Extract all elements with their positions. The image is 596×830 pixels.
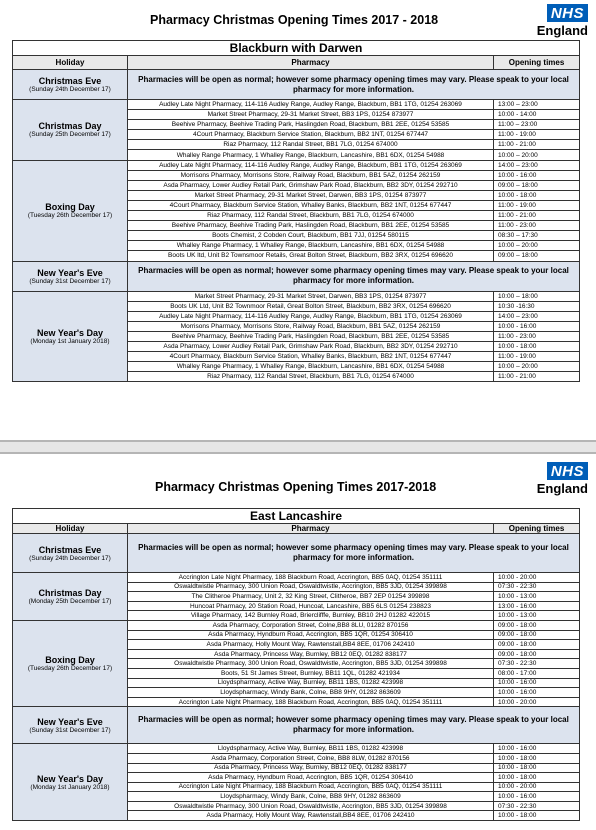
holiday-date: (Sunday 25th December 17) — [29, 131, 111, 139]
pharmacy-name: Market Street Pharmacy, 29-31 Market Street, Darwen, BB3 1PS, 01254 873977 — [128, 291, 494, 301]
pharmacy-name: Boots UK ltd, Unit B2 Townsmoor Retails, Great Bolton Street, Blackburn, BB2 3RX, 01254 696620 — [128, 251, 494, 261]
page-separator — [0, 440, 596, 454]
opening-time: 11:00 - 19:00 — [494, 200, 580, 210]
holiday-name: Boxing Day — [45, 202, 95, 213]
nhs-england-logo — [537, 4, 588, 38]
pharmacy-name: Asda Pharmacy, Princess Way, Burnley, BB12 0EQ, 01282 838177 — [128, 763, 494, 773]
pharmacy-row — [13, 291, 580, 301]
holiday-date: (Monday 25th December 17) — [28, 597, 112, 605]
holiday-cell — [13, 291, 128, 382]
opening-time: 11:00 – 23:00 — [494, 120, 580, 130]
holiday-cell — [13, 70, 128, 100]
pharmacy-name: Whalley Range Pharmacy, 1 Whalley Range, Blackburn, Lancashire, BB1 6DX, 01254 54988 — [128, 150, 494, 160]
holiday-cell — [13, 261, 128, 291]
opening-time: 11:00 - 21:00 — [494, 372, 580, 382]
pharmacy-name: Asda Pharmacy, Hyndburn Road, Accrington, BB5 1QR, 01254 306410 — [128, 773, 494, 783]
header-opening-times: Opening times — [494, 56, 580, 70]
pharmacy-name: The Clitheroe Pharmacy, Unit 2, 32 King Street, Clitheroe, BB7 2EP 01254 399898 — [128, 592, 494, 602]
opening-time: 10:00 - 20:00 — [494, 573, 580, 583]
opening-time: 08:30 – 17:30 — [494, 231, 580, 241]
pharmacy-name: Lloydspharmacy, Active Way, Burnley, BB11 1BS, 01282 423998 — [128, 678, 494, 688]
opening-time: 13:00 - 16:00 — [494, 601, 580, 611]
page-title: Pharmacy Christmas Opening Times 2017 - 2018 — [150, 13, 439, 27]
pharmacy-name: Boots Chemist, 2 Cobden Court, Blackburn, BB1 7JJ, 01254 580115 — [128, 231, 494, 241]
area-row — [13, 509, 580, 524]
header-pharmacy: Pharmacy — [128, 56, 494, 70]
pharmacy-name: Accrington Late Night Pharmacy, 188 Blackburn Road, Accrington, BB5 0AQ, 01254 351111 — [128, 573, 494, 583]
holiday-name: Christmas Day — [38, 121, 102, 132]
opening-time: 11:00 - 23:00 — [494, 221, 580, 231]
pharmacy-name: Beehive Pharmacy, Beehive Trading Park, Haslingden Road, Blackburn, BB1 2EE, 01254 53585 — [128, 221, 494, 231]
pharmacy-row — [13, 573, 580, 583]
pharmacy-name: Beehive Pharmacy, Beehive Trading Park, Haslingden Road, Blackburn, BB1 2EE, 01254 53585 — [128, 331, 494, 341]
opening-times-table — [12, 508, 580, 821]
holiday-row — [13, 707, 580, 744]
holiday-name: New Year's Eve — [37, 716, 103, 727]
pharmacy-name: Riaz Pharmacy, 112 Randal Street, BB1 7LG, 01254 674000 — [128, 140, 494, 150]
header-opening-times: Opening times — [494, 524, 580, 534]
holiday-row — [13, 534, 580, 573]
opening-time: 10:00 - 16:00 — [494, 678, 580, 688]
opening-time: 10:00 – 20:00 — [494, 362, 580, 372]
opening-time: 10:00 - 14:00 — [494, 110, 580, 120]
page-title: Pharmacy Christmas Opening Times 2017-2018 — [155, 480, 437, 494]
opening-time: 07:30 - 22:30 — [494, 801, 580, 811]
nhs-logo-mark: NHS — [547, 4, 588, 22]
pharmacy-name: Beehive Pharmacy, Beehive Trading Park, Haslingden Road, Blackburn, BB1 2EE, 01254 53585 — [128, 120, 494, 130]
header-pharmacy: Pharmacy — [128, 524, 494, 534]
area-title: East Lancashire — [13, 509, 580, 524]
opening-time: 10:00 - 20:00 — [494, 782, 580, 792]
opening-time: 10:00 - 18:00 — [494, 811, 580, 821]
opening-time: 14:00 – 23:00 — [494, 160, 580, 170]
pharmacy-name: 4Court Pharmacy, Blackburn Service Station, Whalley Banks, Blackburn, BB2 1NT, 01254 677447 — [128, 200, 494, 210]
opening-time: 11:00 - 23:00 — [494, 331, 580, 341]
pharmacy-name: Lloydspharmacy, Active Way, Burnley, BB11 1BS, 01282 423998 — [128, 744, 494, 754]
holiday-name: New Year's Eve — [37, 267, 103, 278]
pharmacy-name: Asda Pharmacy, Lower Audley Retail Park, Grimshaw Park Road, Blackburn, BB2 3DY, 01254 292710 — [128, 341, 494, 351]
holiday-name: Boxing Day — [45, 655, 95, 666]
holiday-cell — [13, 620, 128, 706]
pharmacy-name: 4Court Pharmacy, Blackburn Service Station, Whalley Banks, Blackburn, BB2 1NT, 01254 677447 — [128, 352, 494, 362]
holiday-date: (Sunday 24th December 17) — [29, 86, 111, 93]
opening-time: 10:00 - 18:00 — [494, 773, 580, 783]
pharmacy-name: Accrington Late Night Pharmacy, 188 Blackburn Road, Accrington, BB5 0AQ, 01254 351111 — [128, 782, 494, 792]
pharmacy-name: Market Street Pharmacy, 29-31 Market Street, BB3 1PS, 01254 873977 — [128, 110, 494, 120]
holiday-cell — [13, 573, 128, 621]
pharmacy-row — [13, 100, 580, 110]
opening-time: 10:00 - 16:00 — [494, 792, 580, 802]
pharmacy-name: Village Pharmacy, 142 Burnley Road, Brierclifffe, Burnley, BB10 2HJ 01282 422015 — [128, 611, 494, 621]
pharmacy-row — [13, 744, 580, 754]
holiday-date: (Sunday 31st December 17) — [29, 726, 111, 734]
holiday-cell — [13, 100, 128, 161]
pharmacy-name: Boots, 51 St James Street, Burnley, BB11 1QL, 01282 421934 — [128, 668, 494, 678]
opening-times-table — [12, 40, 580, 382]
pharmacy-row — [13, 620, 580, 630]
pharmacy-name: Asda Pharmacy, Hyndburn Road, Accrington, BB5 1QR, 01254 306410 — [128, 630, 494, 640]
opening-time: 07:30 - 22:30 — [494, 582, 580, 592]
opening-time: 13:00 – 23:00 — [494, 100, 580, 110]
opening-time: 10:00 - 13:00 — [494, 592, 580, 602]
opening-time: 10:00 - 16:00 — [494, 170, 580, 180]
pharmacy-name: 4Court Pharmacy, Blackburn Service Station, Blackburn, BB2 1NT, 01254 677447 — [128, 130, 494, 140]
holiday-message: Pharmacies will be open as normal; however some pharmacy opening times may vary. Please speak to your local pharmacy for more information. — [128, 707, 580, 744]
holiday-name: Christmas Eve — [38, 544, 102, 555]
opening-time: 14:00 – 23:00 — [494, 311, 580, 321]
pharmacy-row — [13, 160, 580, 170]
pharmacy-name: Morrisons Pharmacy, Morrisons Store, Railway Road, Blackburn, BB1 5AZ, 01254 262159 — [128, 321, 494, 331]
pharmacy-name: Riaz Pharmacy, 112 Randal Street, Blackburn, BB1 7LG, 01254 674000 — [128, 372, 494, 382]
opening-time: 09:00 - 18:00 — [494, 620, 580, 630]
pharmacy-name: Morrisons Pharmacy, Morrisons Store, Railway Road, Blackburn, BB1 5AZ, 01254 262159 — [128, 170, 494, 180]
pharmacy-name: Audley Late Night Pharmacy, 114-116 Audley Range, Audley Range, Blackburn, BB1 1TG, 01254 263069 — [128, 160, 494, 170]
holiday-date: (Monday 1st January 2018) — [30, 783, 110, 791]
pharmacy-name: Oswaldtwistle Pharmacy, 300 Union Road, Oswaldtwistle, Accrington, BB5 3JD, 01254 399898 — [128, 582, 494, 592]
opening-time: 10:00 - 18:00 — [494, 753, 580, 763]
opening-time: 10:00 - 16:00 — [494, 744, 580, 754]
opening-time: 11:00 - 21:00 — [494, 140, 580, 150]
opening-time: 10:00 - 13:00 — [494, 611, 580, 621]
pharmacy-name: Lloydspharmacy, Windy Bank, Colne, BB8 9HY, 01282 863609 — [128, 688, 494, 698]
opening-time: 10:00 – 18:00 — [494, 291, 580, 301]
pharmacy-name: Accrington Late Night Pharmacy, 188 Blackburn Road, Accrington, BB5 0AQ, 01254 351111 — [128, 697, 494, 707]
header-holiday: Holiday — [13, 56, 128, 70]
holiday-cell — [13, 534, 128, 573]
pharmacy-name: Oswaldtwistle Pharmacy, 300 Union Road, Oswaldtwistle, Accrington, BB5 3JD, 01254 399898 — [128, 659, 494, 669]
opening-time: 08:00 - 17:00 — [494, 668, 580, 678]
holiday-cell — [13, 744, 128, 821]
opening-time: 10:00 - 16:00 — [494, 688, 580, 698]
holiday-name: Christmas Day — [38, 587, 102, 598]
opening-time: 10:00 - 16:00 — [494, 321, 580, 331]
area-title: Blackburn with Darwen — [13, 41, 580, 56]
opening-time: 09:00 – 18:00 — [494, 180, 580, 190]
pharmacy-name: Asda Pharmacy, Corporation Street, Colne, BB8 8LW, 01282 870156 — [128, 753, 494, 763]
opening-time: 09:00 - 18:00 — [494, 630, 580, 640]
opening-time: 09:00 - 18:00 — [494, 649, 580, 659]
pharmacy-name: Lloydspharmacy, Windy Bank, Colne, BB8 9HY, 01282 863609 — [128, 792, 494, 802]
opening-time: 10:30 -16:30 — [494, 301, 580, 311]
pharmacy-name: Market Street Pharmacy, 29-31 Market Street, Darwen, BB3 1PS, 01254 873977 — [128, 190, 494, 200]
holiday-cell — [13, 707, 128, 744]
nhs-logo-england: England — [536, 23, 588, 38]
opening-time: 10:00 - 18:00 — [494, 763, 580, 773]
pharmacy-name: Oswaldtwistle Pharmacy, 300 Union Road, Oswaldtwistle, Accrington, BB5 3JD, 01254 399898 — [128, 801, 494, 811]
opening-time: 11:00 - 19:00 — [494, 352, 580, 362]
opening-time: 07:30 - 22:30 — [494, 659, 580, 669]
header-row — [13, 524, 580, 534]
pharmacy-name: Asda Pharmacy, Holly Mount Way, Rawtenstall,BB4 8EE, 01706 242410 — [128, 640, 494, 650]
opening-time: 10:00 – 20:00 — [494, 150, 580, 160]
header-holiday: Holiday — [13, 524, 128, 534]
pharmacy-name: Whalley Range Pharmacy, 1 Whalley Range, Blackburn, Lancashire, BB1 6DX, 01254 54988 — [128, 362, 494, 372]
nhs-logo-england: England — [536, 481, 588, 496]
pharmacy-name: Asda Pharmacy, Lower Audley Retail Park, Grimshaw Park Road, Blackburn, BB2 3DY, 01254 292710 — [128, 180, 494, 190]
pharmacy-name: Boots UK Ltd, Unit B2 Townmoor Retail, Great Bolton Street, Blackburn, BB2 3RX, 01254 696620 — [128, 301, 494, 311]
holiday-name: Christmas Eve — [38, 76, 102, 86]
pharmacy-name: Asda Pharmacy, Holly Mount Way, Rawtenstall,BB4 8EE, 01706 242410 — [128, 811, 494, 821]
opening-time: 11:00 - 21:00 — [494, 211, 580, 221]
page-east-lancashire — [0, 454, 596, 830]
holiday-date: (Sunday 31st December 17) — [29, 277, 111, 285]
pharmacy-name: Asda Pharmacy, Princess Way, Burnley, BB12 0EQ, 01282 838177 — [128, 649, 494, 659]
pharmacy-name: Asda Pharmacy, Corporation Street, Colne,BB8 8LU, 01282 870156 — [128, 620, 494, 630]
holiday-name: New Year's Day — [36, 773, 104, 784]
holiday-date: (Monday 1st January 2018) — [30, 337, 110, 345]
holiday-message: Pharmacies will be open as normal; however some pharmacy opening times may vary. Please speak to your local pharmacy for more information. — [128, 534, 580, 573]
pharmacy-name: Riaz Pharmacy, 112 Randal Street, Blackburn, BB1 7LG, 01254 674000 — [128, 211, 494, 221]
pharmacy-name: Audley Late Night Pharmacy, 114-116 Audley Range, Audley Range, Blackburn, BB1 1TG, 01254 263069 — [128, 100, 494, 110]
holiday-name: New Year's Day — [36, 327, 104, 338]
area-row — [13, 41, 580, 56]
opening-time: 10:00 - 20:00 — [494, 697, 580, 707]
opening-time: 10:00 – 20:00 — [494, 241, 580, 251]
header-row — [13, 56, 580, 70]
holiday-date: (Tuesday 26th December 17) — [27, 665, 113, 673]
opening-time: 09:00 - 18:00 — [494, 640, 580, 650]
holiday-date: (Tuesday 26th December 17) — [27, 212, 113, 220]
pharmacy-name: Audley Late Night Pharmacy, 114-116 Audley Range, Audley Range, Blackburn, BB1 1TG, 01254 263069 — [128, 311, 494, 321]
nhs-logo-mark: NHS — [547, 462, 588, 480]
holiday-message: Pharmacies will be open as normal; however some pharmacy opening times may vary. Please speak to your local pharmacy for more information. — [128, 70, 580, 100]
holiday-cell — [13, 160, 128, 261]
opening-time: 10:00 - 18:00 — [494, 341, 580, 351]
opening-time: 09:00 – 18:00 — [494, 251, 580, 261]
pharmacy-name: Huncoat Pharmacy, 20 Station Road, Huncoat, Lancashire, BB5 6LS 01254 238823 — [128, 601, 494, 611]
holiday-row — [13, 261, 580, 291]
holiday-row — [13, 70, 580, 100]
pharmacy-name: Whalley Range Pharmacy, 1 Whalley Range, Blackburn, Lancashire, BB1 6DX, 01254 54988 — [128, 241, 494, 251]
opening-time: 10:00 - 18:00 — [494, 190, 580, 200]
holiday-date: (Sunday 24th December 17) — [29, 554, 111, 562]
nhs-england-logo — [537, 462, 588, 496]
holiday-message: Pharmacies will be open as normal; however some pharmacy opening times may vary. Please speak to your local pharmacy for more information. — [128, 261, 580, 291]
opening-time: 11:00 - 19:00 — [494, 130, 580, 140]
